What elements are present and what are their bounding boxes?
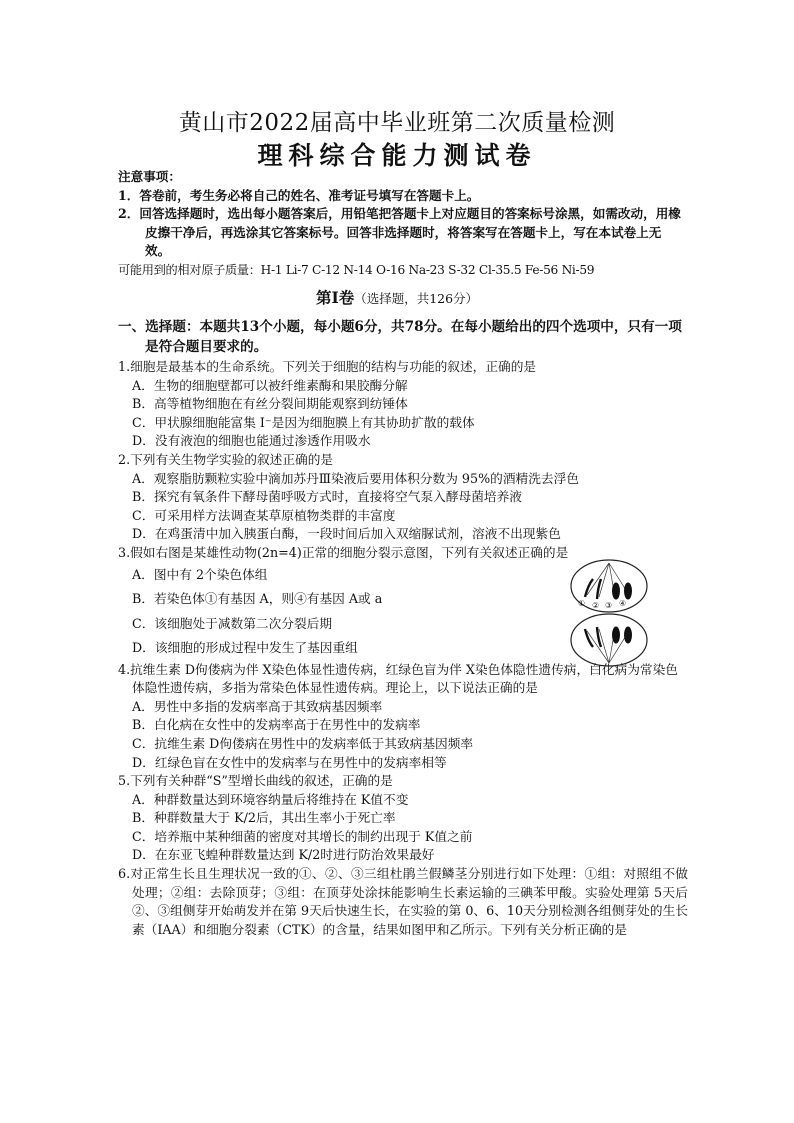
option-a: A．种群数量达到环境容纳量后将维持在 K值不变	[132, 791, 409, 807]
option-a: A．图中有 2个染色体组	[132, 566, 268, 582]
question-2	[118, 451, 688, 544]
question-stem: 4.抗维生素 D佝偻病为伴 X染色体显性遗传病，红绿色盲为伴 X染色体隐性遗传病，白化病为常染色体隐性遗传病，多指为常染色体显性遗传病。理论上，以下说法正确的是	[118, 661, 678, 696]
question-stem: 5.下列有关种群“S”型增长曲线的叙述，正确的是	[118, 773, 393, 789]
option-d: D．红绿色盲在女性中的发病率与在男性中的发病率相等	[132, 754, 447, 770]
notes-heading: 注意事项：	[118, 169, 181, 184]
chromosome-3	[613, 583, 620, 599]
option-c: C．培养瓶中某种细菌的密度对其增长的制约出现于 K值之前	[132, 828, 473, 844]
question-stem: 2.下列有关生物学实验的叙述正确的是	[118, 451, 334, 467]
question-6	[118, 865, 688, 939]
cell-division-diagram	[567, 557, 651, 669]
question-stem: 6.对正常生长且生理状况一致的①、②、③三组杜鹃兰假鳞茎分别进行如下处理：①组：对照组不做处理；②组：去除顶芽；③组：在顶芽处涂抹能影响生长素运输的三碘苯甲酸。实验处理第 5天后②、③组侧芽开始萌发并在第 9天后快速生长，在实验的第 0、6、10天分别检测各组侧芽处的生长素（IAA）和细胞分裂素（CTK）的含量，结果如图甲和乙所示。下列有关分析正确的是	[118, 866, 688, 937]
question-5	[118, 772, 688, 865]
notes-block	[118, 168, 684, 279]
chromosomes	[585, 579, 632, 647]
option-c: C．可采用样方法调查某草原植物类群的丰富度	[132, 507, 396, 523]
notes-item-2: 2．回答选择题时，选出每小题答案后，用铅笔把答题卡上对应题目的答案标号涂黑，如需改动，用橡皮擦干净后，再选涂其它答案标号。回答非选择题时，将答案写在答题卡上，写在本试卷上无效。	[118, 206, 681, 258]
chromosome-8	[625, 627, 632, 643]
section-heading	[0, 286, 794, 308]
option-a: A．生物的细胞壁都可以被纤维素酶和果胶酶分解	[132, 377, 408, 393]
question-stem: 1.细胞是最基本的生命系统。下列关于细胞的结构与功能的叙述，正确的是	[118, 359, 537, 374]
option-c: C．该细胞处于减数第二次分裂后期	[132, 615, 333, 631]
figure-label-3: ③	[605, 601, 613, 610]
option-d: D．在鸡蛋清中加入胰蛋白酶，一段时间后加入双缩脲试剂，溶液不出现紫色	[132, 526, 561, 542]
figure-label-2: ②	[592, 601, 600, 610]
spindle-fibers	[587, 563, 629, 663]
option-a: A．男性中多指的发病率高于其致病基因频率	[132, 698, 383, 714]
option-b: B．高等植物细胞在有丝分裂间期能观察到纺锤体	[132, 396, 408, 412]
section-instruction: 一、选择题：本题共13个小题，每小题6分，共78分。在每小题给出的四个选项中，只有一项是符合题目要求的。	[118, 319, 682, 355]
option-c: C．甲状腺细胞能富集 I⁻是因为细胞膜上有其协助扩散的载体	[132, 414, 475, 430]
option-c: C．抗维生素 D佝偻病在男性中的发病率低于其致病基因频率	[132, 735, 474, 751]
chromosome-4	[625, 583, 632, 599]
notes-item-1: 1．答卷前，考生务必将自己的姓名、准考证号填写在答题卡上。	[118, 187, 480, 203]
figure-label-1: ①	[578, 599, 586, 608]
question-stem: 3.假如右图是某雄性动物(2n=4)正常的细胞分裂示意图，下列有关叙述正确的是	[118, 544, 569, 560]
question-4	[118, 661, 688, 773]
option-b: B．探究有氧条件下酵母菌呼吸方式时，直接将空气泵入酵母菌培养液	[132, 489, 522, 505]
option-b: B．种群数量大于 K/2后，其出生率小于死亡率	[132, 810, 396, 826]
option-b: B．白化病在女性中的发病率高于在男性中的发病率	[132, 717, 421, 733]
section-title: 第Ⅰ卷	[315, 288, 355, 307]
question-1	[118, 358, 688, 451]
option-d: D．该细胞的形成过程中发生了基因重组	[132, 640, 358, 656]
exam-subtitle: 理科综合能力测试卷	[257, 141, 537, 170]
option-d: D．没有液泡的细胞也能通过渗透作用吸水	[132, 433, 371, 449]
figure-label-4: ④	[619, 599, 627, 608]
exam-title: 黄山市2022届高中毕业班第二次质量检测	[178, 110, 616, 136]
option-a: A．观察脂肪颗粒实验中滴加苏丹Ⅲ染液后要用体积分数为 95%的酒精洗去浮色	[132, 470, 579, 486]
chromosome-7	[613, 627, 620, 643]
cell-membrane-lower	[571, 614, 647, 666]
section-subtitle: （选择题，共126分）	[354, 291, 479, 306]
option-d: D．在东亚飞蝗种群数量达到 K/2时进行防治效果最好	[132, 847, 435, 863]
atomic-masses: 可能用到的相对原子质量：H-1 Li-7 C-12 N-14 O-16 Na-23 S-32 Cl-35.5 Fe-56 Ni-59	[118, 262, 595, 277]
option-b: B．若染色体①有基因 A，则④有基因 A或 a	[132, 591, 383, 607]
